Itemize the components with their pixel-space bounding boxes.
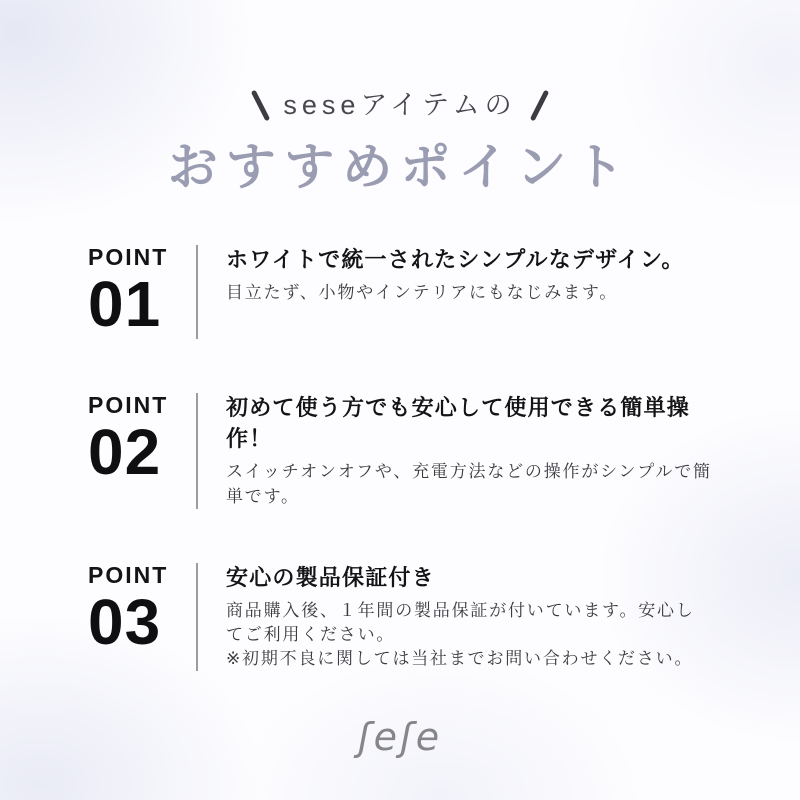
vertical-divider bbox=[196, 393, 198, 509]
point-section-03 bbox=[88, 561, 712, 672]
brand-tagline: seseアイテムの bbox=[283, 89, 517, 120]
forwardslash-decor-icon bbox=[529, 89, 548, 121]
tagline-row bbox=[0, 84, 800, 126]
point-label: POINT bbox=[88, 561, 169, 588]
point-section-01 bbox=[88, 243, 712, 339]
page-title: おすすめポイント bbox=[167, 139, 633, 195]
point-note: ※初期不良に関しては当社までお問い合わせください。 bbox=[226, 649, 694, 669]
point-label-column bbox=[88, 391, 196, 509]
point-content bbox=[226, 561, 712, 672]
points-list bbox=[88, 243, 712, 671]
point-content bbox=[226, 391, 712, 509]
point-label: POINT bbox=[88, 392, 169, 418]
sese-logo: ʃeʃe bbox=[357, 715, 443, 759]
point-body: スイッチオンオフや、充電方法などの操作がシンプルで簡単です。 bbox=[226, 462, 712, 506]
header bbox=[0, 0, 800, 195]
point-content bbox=[226, 243, 712, 339]
vertical-divider bbox=[196, 245, 198, 339]
point-label-column bbox=[88, 561, 196, 672]
point-number: 01 bbox=[88, 268, 162, 341]
point-number: 03 bbox=[88, 586, 162, 659]
point-title: 初めて使う方でも安心して使用できる簡単操作！ bbox=[226, 395, 691, 452]
point-label-column bbox=[88, 243, 196, 339]
point-section-02 bbox=[88, 391, 712, 509]
backslash-decor-icon bbox=[251, 89, 270, 121]
point-title: ホワイトで統一されたシンプルなデザイン。 bbox=[226, 247, 685, 272]
point-number: 02 bbox=[88, 416, 162, 489]
vertical-divider bbox=[196, 563, 198, 672]
point-body: 商品購入後、１年間の製品保証が付いています。安心してご利用ください。 bbox=[226, 600, 695, 645]
point-label: POINT bbox=[88, 244, 169, 270]
point-title: 安心の製品保証付き bbox=[226, 564, 435, 590]
point-body: 目立たず、小物やインテリアにもなじみます。 bbox=[226, 283, 619, 303]
footer bbox=[0, 715, 800, 759]
